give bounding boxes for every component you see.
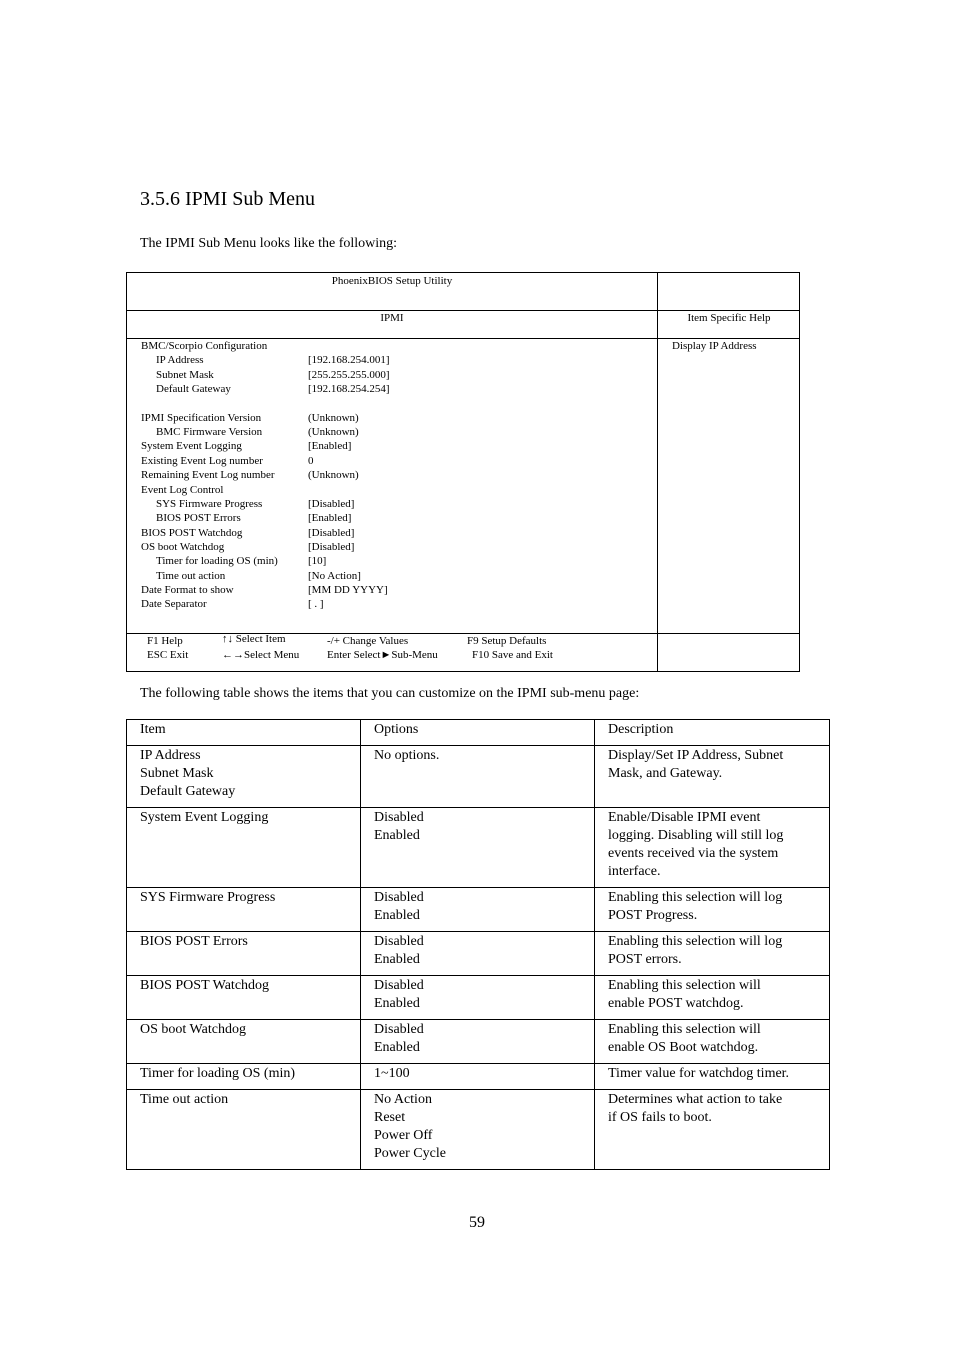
cell-options [361, 1020, 595, 1064]
table-intro-text: The following table shows the items that you can customize on the IPMI sub-menu page: [140, 686, 640, 701]
cell-item [127, 932, 361, 976]
cell-line: Display/Set IP Address, Subnet [608, 748, 784, 763]
bios-footer-f9: F9 Setup Defaults [467, 635, 547, 647]
cell-line: Subnet Mask [140, 766, 214, 781]
cell-line: interface. [608, 864, 661, 879]
cell-line: OS boot Watchdog [140, 1022, 246, 1037]
cell-line: POST errors. [608, 952, 682, 967]
bios-item-label: Timer for loading OS (min) [156, 555, 278, 568]
bios-item-label: Event Log Control [141, 483, 224, 496]
cell-line: System Event Logging [140, 810, 269, 825]
cell-line: Enabling this selection will [608, 978, 761, 993]
cell-item [127, 976, 361, 1020]
bios-item-value: [Disabled] [308, 540, 355, 553]
cell-line: Enabling this selection will log [608, 934, 783, 949]
cell-options [361, 932, 595, 976]
bios-setup-screen [126, 272, 800, 672]
bios-item-value: [10] [308, 555, 327, 568]
table-row [127, 976, 830, 1020]
cell-line: BIOS POST Watchdog [140, 978, 270, 993]
cell-item [127, 808, 361, 888]
cell-item [127, 746, 361, 808]
cell-line: Enabled [374, 828, 420, 843]
bios-divider-vertical [657, 273, 658, 671]
bios-footer-select-item: ↑↓ Select Item [222, 633, 286, 645]
cell-item [127, 1064, 361, 1090]
bios-item-label: Default Gateway [156, 383, 231, 396]
cell-line: POST Progress. [608, 908, 698, 923]
cell-line: Mask, and Gateway. [608, 766, 723, 781]
cell-line: Timer value for watchdog timer. [608, 1066, 790, 1081]
cell-line: Enabling this selection will [608, 1022, 761, 1037]
bios-item-label: Remaining Event Log number [141, 469, 275, 482]
cell-line: if OS fails to boot. [608, 1110, 712, 1125]
bios-item-label: BMC Firmware Version [156, 426, 263, 439]
bios-item-value: (Unknown) [308, 426, 359, 439]
cell-line: Disabled [374, 1022, 424, 1037]
header-item: Item [127, 720, 361, 746]
cell-line: enable POST watchdog. [608, 996, 744, 1011]
cell-item [127, 888, 361, 932]
bios-help-title: Item Specific Help [687, 312, 771, 324]
bios-item-label: BMC/Scorpio Configuration [141, 340, 268, 352]
bios-item-value: [Disabled] [308, 497, 355, 510]
bios-item-label: System Event Logging [141, 440, 242, 453]
bios-item-value: [192.168.254.001] [308, 354, 390, 367]
cell-options [361, 1090, 595, 1170]
bios-item-label: IP Address [156, 354, 204, 367]
cell-line: Reset [374, 1110, 406, 1125]
cell-description [595, 746, 830, 808]
cell-line: Default Gateway [140, 784, 236, 799]
bios-item-value: [Disabled] [308, 526, 355, 539]
bios-footer-f1: F1 Help [147, 635, 183, 647]
bios-item-label: Time out action [156, 569, 226, 582]
cell-line: No Action [374, 1092, 432, 1107]
bios-item-label: Date Separator [141, 598, 207, 611]
cell-item [127, 1090, 361, 1170]
bios-item-label: BIOS POST Watchdog [141, 526, 243, 539]
cell-line: Enabled [374, 952, 420, 967]
cell-line: BIOS POST Errors [140, 934, 248, 949]
cell-item [127, 1020, 361, 1064]
cell-line: Power Cycle [374, 1146, 446, 1161]
header-description: Description [595, 720, 830, 746]
cell-description [595, 808, 830, 888]
bios-item-value: [MM DD YYYY] [308, 583, 388, 596]
cell-line: No options. [374, 748, 440, 763]
bios-item-label: Subnet Mask [156, 368, 214, 381]
cell-options [361, 746, 595, 808]
section-heading: 3.5.6 IPMI Sub Menu [140, 188, 316, 210]
bios-divider-menu [127, 338, 799, 339]
cell-description [595, 1020, 830, 1064]
bios-item-label: Existing Event Log number [141, 454, 263, 467]
cell-line: Disabled [374, 810, 424, 825]
cell-line: Enabling this selection will log [608, 890, 783, 905]
bios-item-value: [192.168.254.254] [308, 383, 390, 396]
bios-item-value: [Enabled] [308, 512, 352, 525]
cell-line: Power Off [374, 1128, 433, 1143]
bios-menu-title: IPMI [380, 312, 404, 324]
bios-item-value: [Enabled] [308, 440, 352, 453]
cell-line: Disabled [374, 978, 424, 993]
table-row [127, 1064, 830, 1090]
bios-item-value: [No Action] [308, 569, 361, 582]
cell-description [595, 888, 830, 932]
cell-description [595, 1064, 830, 1090]
bios-footer-change-values: -/+ Change Values [327, 635, 409, 647]
cell-line: Timer for loading OS (min) [140, 1066, 296, 1081]
bios-item-value: [255.255.255.000] [308, 368, 390, 381]
cell-line: Disabled [374, 934, 424, 949]
cell-options [361, 888, 595, 932]
table-row [127, 1090, 830, 1170]
header-options: Options [361, 720, 595, 746]
bios-item-value: (Unknown) [308, 469, 359, 482]
cell-options [361, 1064, 595, 1090]
bios-title: PhoenixBIOS Setup Utility [331, 275, 453, 287]
bios-item-value: [ . ] [308, 598, 324, 611]
bios-item-label: Date Format to show [141, 583, 234, 596]
table-row [127, 808, 830, 888]
bios-item-label: SYS Firmware Progress [156, 497, 263, 510]
cell-options [361, 976, 595, 1020]
cell-line: Enable/Disable IPMI event [608, 810, 761, 825]
table-row [127, 1020, 830, 1064]
cell-line: Enabled [374, 908, 420, 923]
bios-item-value: (Unknown) [308, 411, 359, 424]
table-row [127, 746, 830, 808]
bios-item-label: OS boot Watchdog [141, 540, 225, 553]
cell-options [361, 808, 595, 888]
table-header-row [127, 720, 830, 746]
cell-line: 1~100 [374, 1066, 410, 1081]
cell-line: IP Address [140, 748, 201, 763]
cell-line: logging. Disabling will still log [608, 828, 784, 843]
cell-line: Enabled [374, 1040, 420, 1055]
bios-footer-enter: Enter Select►Sub-Menu [327, 649, 438, 661]
cell-line: Time out action [140, 1092, 229, 1107]
cell-description [595, 976, 830, 1020]
table-row [127, 932, 830, 976]
bios-help-text: Display IP Address [672, 340, 757, 352]
bios-footer-select-menu: ←→Select Menu [222, 649, 300, 661]
cell-line: events received via the system [608, 846, 779, 861]
bios-item-label: BIOS POST Errors [156, 512, 241, 525]
page-number: 59 [469, 1214, 485, 1231]
bios-item-value: 0 [308, 454, 314, 467]
bios-footer-esc: ESC Exit [147, 649, 189, 661]
cell-line: enable OS Boot watchdog. [608, 1040, 759, 1055]
bios-divider-header [127, 310, 799, 311]
cell-description [595, 1090, 830, 1170]
bios-item-label: IPMI Specification Version [141, 411, 262, 424]
cell-line: Enabled [374, 996, 420, 1011]
intro-text: The IPMI Sub Menu looks like the following: [140, 236, 398, 251]
cell-line: Determines what action to take [608, 1092, 783, 1107]
cell-description [595, 932, 830, 976]
table-row [127, 888, 830, 932]
cell-line: SYS Firmware Progress [140, 890, 276, 905]
options-table [126, 719, 830, 1170]
cell-line: Disabled [374, 890, 424, 905]
bios-footer-f10: F10 Save and Exit [472, 649, 553, 661]
